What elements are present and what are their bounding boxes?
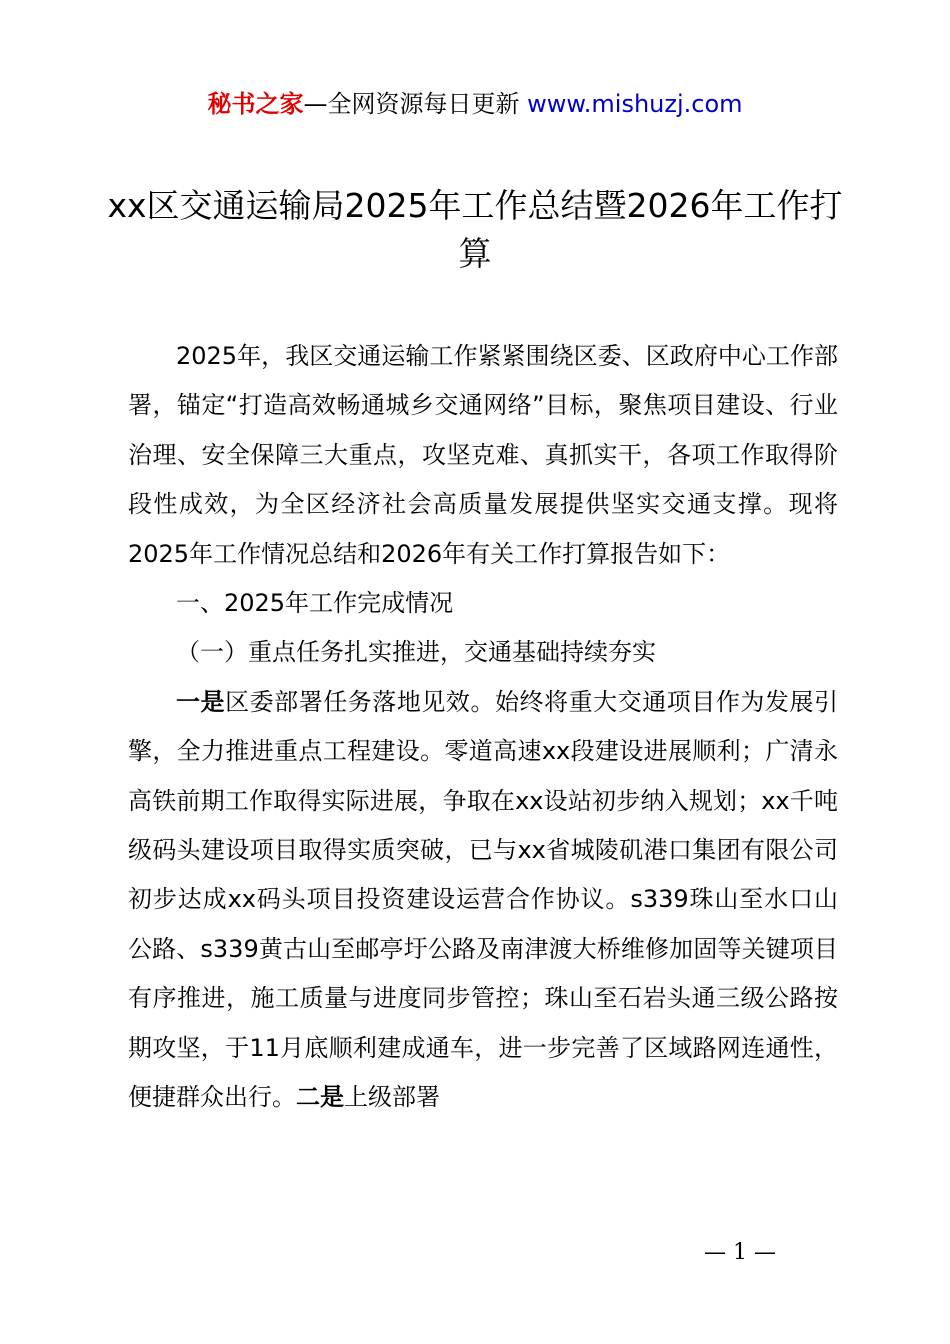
header-url-link[interactable]: www.mishuzj.com: [527, 90, 743, 118]
paragraph-lead-1: 一是: [176, 687, 226, 716]
intro-paragraph: 2025年，我区交通运输工作紧紧围绕区委、区政府中心工作部署，锚定“打造高效畅通城乡交通网络”目标，聚焦项目建设、行业治理、安全保障三大重点，攻坚克难、真抓实干，各项工作取得阶段性成效，为全区经济社会高质量发展提供坚实交通支撑。现将2025年工作情况总结和2026年有关工作打算报告如下：: [128, 342, 838, 568]
subsection-heading: （一）重点任务扎实推进，交通基础持续夯实: [176, 638, 656, 667]
page-number: — 1 —: [704, 1240, 776, 1265]
paragraph-text-2: 上级部署: [344, 1083, 440, 1112]
site-header: [0, 86, 950, 122]
header-brand: 秘书之家: [207, 90, 304, 118]
paragraph-lead-2: 二是: [296, 1083, 344, 1112]
section-heading: 一、2025年工作完成情况: [176, 589, 454, 618]
body-paragraph: [128, 678, 838, 1123]
header-tagline: —全网资源每日更新: [303, 90, 520, 118]
paragraph-text-1: 区委部署任务落地见效。始终将重大交通项目作为发展引擎，全力推进重点工程建设。零道高速xx段建设进展顺利；广清永高铁前期工作取得实际进展，争取在xx设站初步纳入规划；xx千吨级码头建设项目取得实质突破，已与xx省城陵矶港口集团有限公司初步达成xx码头项目投资建设运营合作协议。s339珠山至水口山公路、s339黄古山至邮亭圩公路及南津渡大桥维修加固等关键项目有序推进，施工质量与进度同步管控；珠山至石岩头通三级公路按期攻坚，于11月底顺利建成通车，进一步完善了区域路网连通性，便捷群众出行。: [128, 687, 838, 1112]
document-title: xx区交通运输局2025年工作总结暨2026年工作打算: [107, 186, 843, 273]
document-body: [128, 332, 838, 1123]
